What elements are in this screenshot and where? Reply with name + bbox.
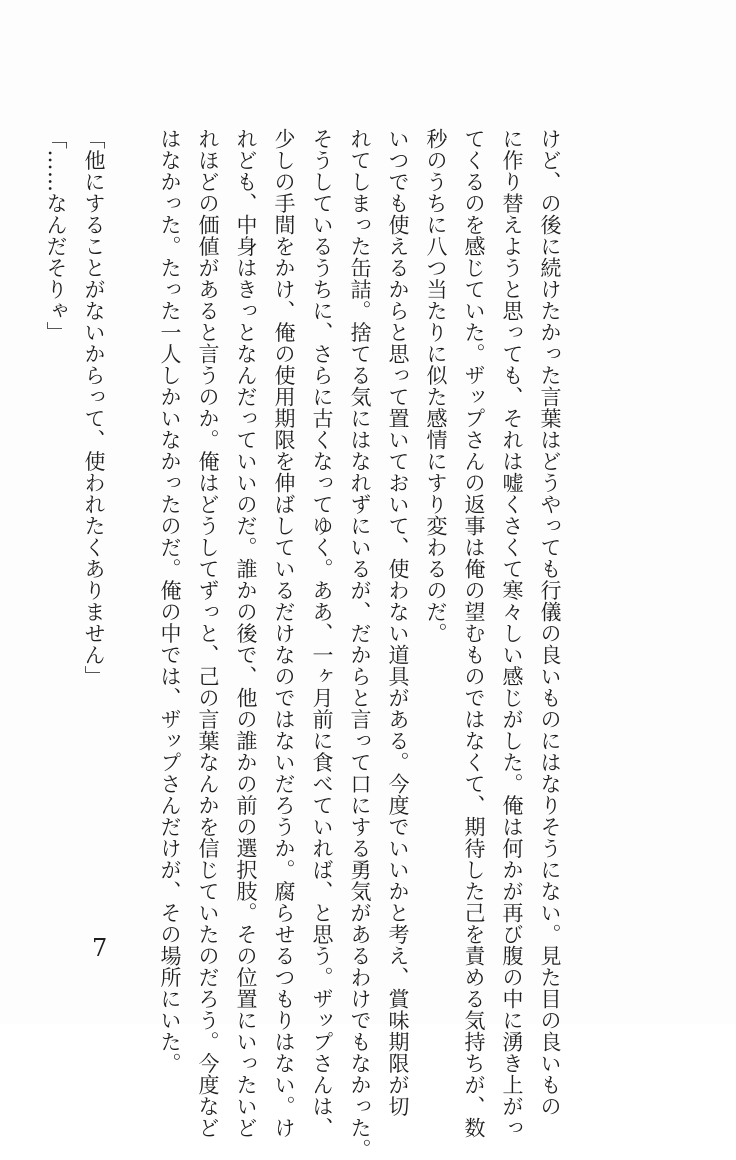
page-number: 7 [92, 934, 108, 962]
text-line: れども、中身はきっとなんだっていいのだ。誰かの後で、他の誰かの前の選択肢。その位置にいったいど [234, 128, 258, 1139]
text-line: そうしているうちに、さらに古くなってゆく。ああ、一ヶ月前に食べていれば、と思う。ザップさんは、 [310, 128, 334, 1139]
text-line: に作り替えようと思っても、それは嘘くさくて寒々しい感じがした。俺は何かが再び腹の中に湧き上がっ [500, 128, 524, 1139]
text-line: はなかった。たった一人しかいなかったのだ。俺の中では、ザップさんだけが、その場所にいた。 [158, 128, 182, 1074]
text-line: れほどの価値があると言うのか。俺はどうしてずっと、己の言葉なんかを信じていたのだろう。今度など [196, 128, 220, 1139]
text-line: 秒のうちに八つ当たりに似た感情にすり変わるのだ。 [424, 128, 448, 644]
text-line: けど、の後に続けたかった言葉はどうやっても行儀の良いものにはなりそうにない。見た目の良いもの [538, 128, 562, 1117]
text-line: れてしまった缶詰。捨てる気にはなれずにいるが、だからと言って口にする勇気があるわけでもなかった。 [348, 128, 372, 1160]
text-line: いつでも使えるからと思って置いておいて、使わない道具がある。今度でいいかと考え、賞味期限が切 [386, 128, 410, 1117]
paragraph-gap [0, 128, 37, 948]
text-line: 少しの手間をかけ、俺の使用期限を伸ばしているだけなのではないだろうか。腐らせるつもりはない。け [272, 128, 296, 1139]
paragraph-gap [113, 128, 151, 948]
vertical-text-body [0, 128, 569, 1160]
dialogue-line: 「……なんだそりゃ」 [44, 128, 68, 343]
dialogue-line: 「他にすることがないからって、使われたくありません」 [82, 128, 106, 687]
text-line: てくるのを感じていた。ザップさんの返事は俺の望むものではなくて、期待した己を責める気持ちが、数 [462, 128, 486, 1139]
